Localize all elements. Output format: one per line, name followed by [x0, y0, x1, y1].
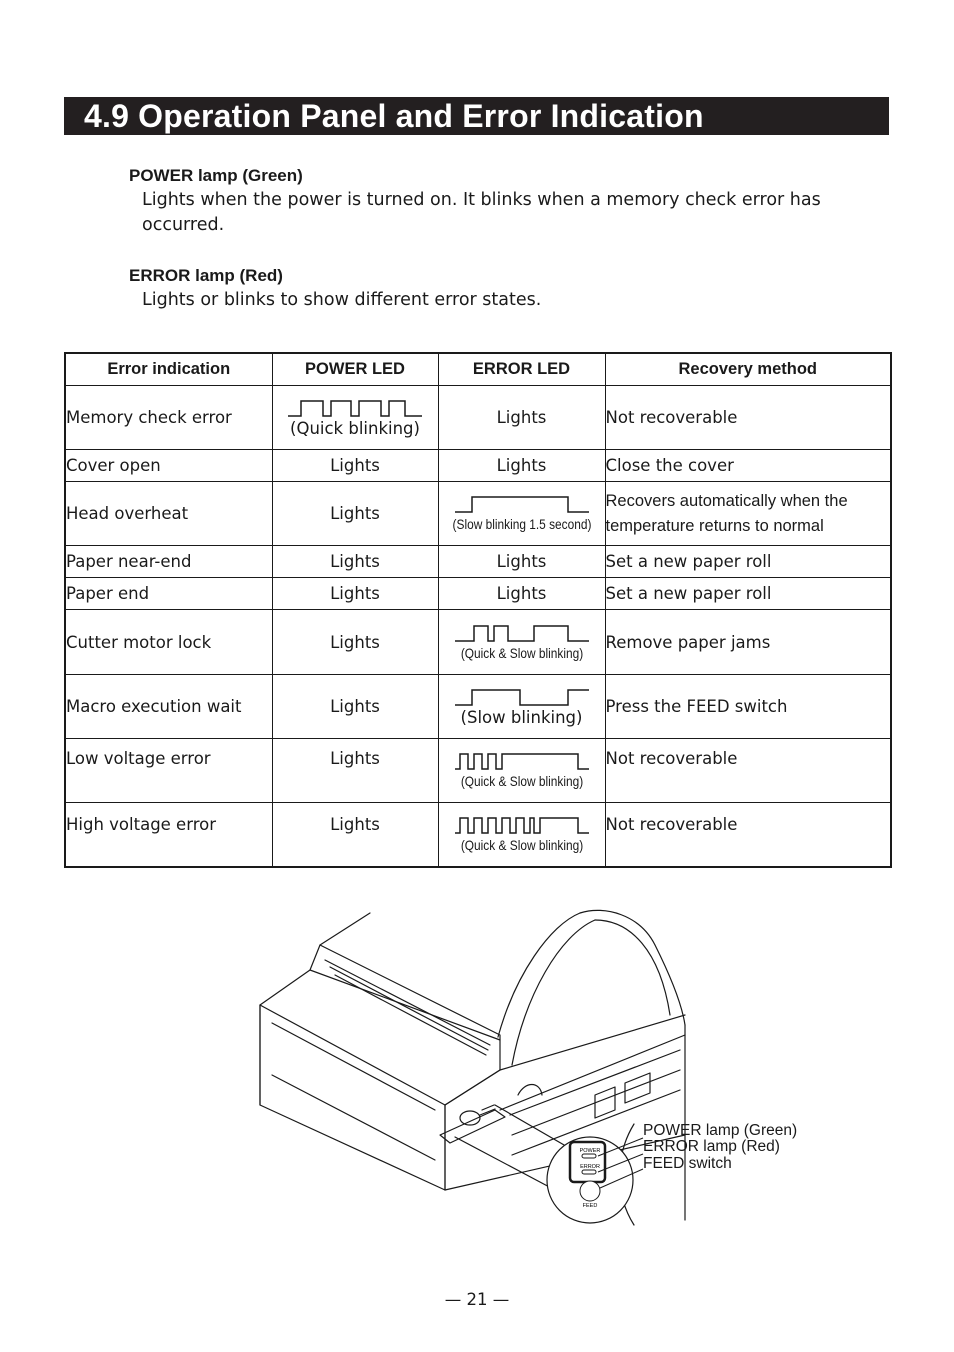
- error-cell: Cutter motor lock: [65, 610, 272, 675]
- power-lamp-heading: POWER lamp (Green): [129, 166, 303, 185]
- recovery-cell: Set a new paper roll: [605, 546, 891, 578]
- power-led-cell: Lights: [272, 578, 438, 610]
- header-power-led: POWER LED: [272, 353, 438, 386]
- quick-slow-blink-waveform-icon: [454, 751, 590, 773]
- table-row: [65, 482, 891, 546]
- table-row: [65, 739, 891, 803]
- power-led-cell: Lights: [272, 675, 438, 739]
- recovery-cell: [605, 482, 891, 546]
- callout-feed-switch: FEED switch: [643, 1155, 732, 1172]
- error-led-cell: [438, 610, 605, 675]
- error-led-caption: (Slow blinking): [460, 707, 583, 727]
- quick-slow-blink-waveform-icon: [454, 623, 590, 645]
- power-lamp-text-line2: occurred.: [142, 215, 225, 235]
- table-row: [65, 546, 891, 578]
- header-error-led: ERROR LED: [438, 353, 605, 386]
- error-led-cell: Lights: [438, 386, 605, 450]
- error-cell: High voltage error: [65, 803, 272, 867]
- error-cell: Macro execution wait: [65, 675, 272, 739]
- recovery-line2: temperature returns to normal: [605, 516, 824, 535]
- power-led-cell: Lights: [272, 482, 438, 546]
- error-cell: Low voltage error: [65, 739, 272, 803]
- error-led-cell: [438, 482, 605, 546]
- section-title: 4.9 Operation Panel and Error Indication: [84, 98, 704, 134]
- power-lamp-description: [142, 188, 862, 238]
- error-led-cell: [438, 803, 605, 867]
- error-led-cell: Lights: [438, 450, 605, 482]
- recovery-cell: Not recoverable: [605, 386, 891, 450]
- power-lamp-text-line1: Lights when the power is turned on. It blinks when a memory check error has: [142, 190, 821, 210]
- recovery-line1: Recovers automatically when the: [605, 491, 848, 510]
- error-led-cell: Lights: [438, 578, 605, 610]
- error-led-caption: (Quick & Slow blinking): [460, 644, 583, 661]
- error-cell: Paper near-end: [65, 546, 272, 578]
- printer-illustration: [250, 905, 700, 1235]
- recovery-cell: Not recoverable: [605, 739, 891, 803]
- panel-error-label: ERROR: [580, 1164, 600, 1170]
- table-row: [65, 610, 891, 675]
- quick-slow-blink-waveform-icon: [454, 815, 590, 837]
- error-cell: Memory check error: [65, 386, 272, 450]
- recovery-cell: Close the cover: [605, 450, 891, 482]
- recovery-cell: Not recoverable: [605, 803, 891, 867]
- error-indication-table: [64, 352, 892, 868]
- panel-power-label: POWER: [579, 1148, 601, 1154]
- power-led-cell: Lights: [272, 450, 438, 482]
- power-led-caption: (Quick blinking): [290, 418, 420, 438]
- quick-blink-waveform-icon: [287, 398, 423, 420]
- slow-blink-waveform-icon: [454, 494, 590, 516]
- power-led-cell: Lights: [272, 610, 438, 675]
- recovery-cell: Set a new paper roll: [605, 578, 891, 610]
- recovery-cell: Remove paper jams: [605, 610, 891, 675]
- error-lamp-description: Lights or blinks to show different error states.: [142, 290, 542, 310]
- error-led-cell: Lights: [438, 546, 605, 578]
- table-row: [65, 450, 891, 482]
- error-lamp-heading: ERROR lamp (Red): [129, 266, 283, 285]
- section-title-bar: [64, 97, 889, 135]
- callout-error-lamp: ERROR lamp (Red): [643, 1138, 780, 1155]
- error-cell: Head overheat: [65, 482, 272, 546]
- power-led-cell: [272, 386, 438, 450]
- error-led-cell: [438, 739, 605, 803]
- error-led-caption: (Quick & Slow blinking): [460, 773, 583, 789]
- power-led-cell: Lights: [272, 739, 438, 803]
- header-error-indication: Error indication: [65, 353, 272, 386]
- table-row: [65, 675, 891, 739]
- error-led-cell: [438, 675, 605, 739]
- table-row: [65, 386, 891, 450]
- error-cell: Paper end: [65, 578, 272, 610]
- header-recovery-method: Recovery method: [605, 353, 891, 386]
- error-cell: Cover open: [65, 450, 272, 482]
- table-row: [65, 578, 891, 610]
- recovery-cell: Press the FEED switch: [605, 675, 891, 739]
- page-number: — 21 —: [444, 1290, 510, 1309]
- error-led-caption: (Quick & Slow blinking): [460, 836, 583, 853]
- error-led-caption: (Slow blinking 1.5 second): [452, 516, 591, 532]
- power-led-cell: Lights: [272, 546, 438, 578]
- panel-feed-label: FEED: [582, 1203, 598, 1209]
- power-led-cell: Lights: [272, 803, 438, 867]
- table-row: [65, 803, 891, 867]
- callout-power-lamp: POWER lamp (Green): [643, 1122, 798, 1139]
- slow-blink-waveform-icon: [454, 687, 590, 709]
- table-header-row: [65, 353, 891, 386]
